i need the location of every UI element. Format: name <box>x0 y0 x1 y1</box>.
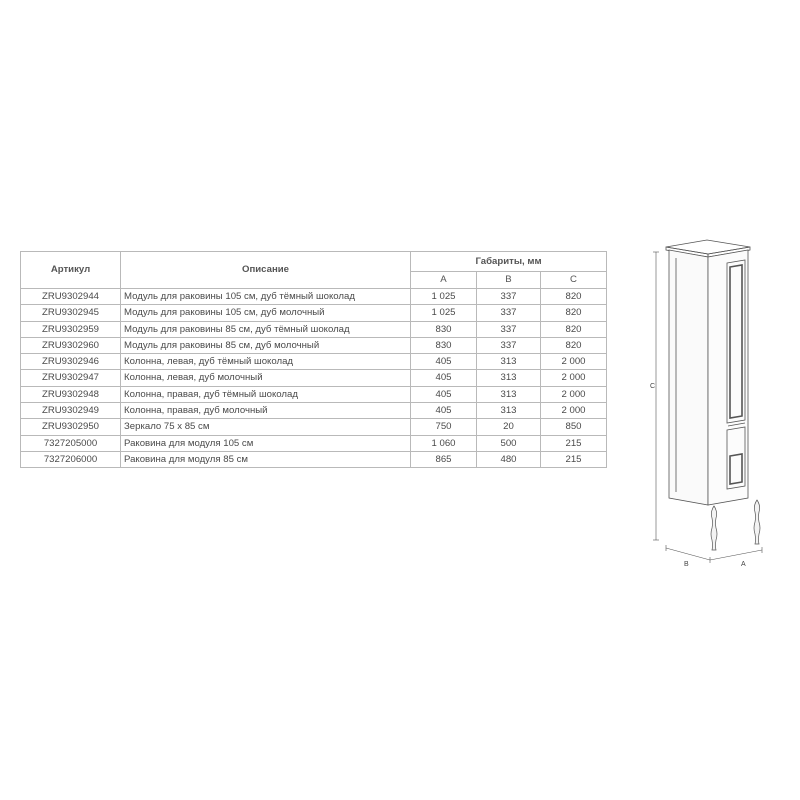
cell-dim-b: 500 <box>477 435 541 451</box>
cell-article: ZRU9302960 <box>21 337 121 353</box>
cell-dim-b: 313 <box>477 386 541 402</box>
cell-description: Колонна, левая, дуб молочный <box>121 370 411 386</box>
cell-dim-a: 405 <box>411 354 477 370</box>
table-row <box>21 451 607 467</box>
cell-dim-a: 1 025 <box>411 289 477 305</box>
cell-dim-c: 850 <box>541 419 607 435</box>
table-row <box>21 403 607 419</box>
cell-dim-b: 337 <box>477 289 541 305</box>
cabinet-front <box>708 250 748 505</box>
cell-description: Колонна, правая, дуб тёмный шоколад <box>121 386 411 402</box>
dimension-label-a: A <box>741 561 746 568</box>
cell-article: ZRU9302944 <box>21 289 121 305</box>
cell-dim-b: 337 <box>477 321 541 337</box>
cell-dim-b: 313 <box>477 370 541 386</box>
cell-dim-c: 2 000 <box>541 403 607 419</box>
cell-description: Зеркало 75 х 85 см <box>121 419 411 435</box>
cell-dim-c: 215 <box>541 435 607 451</box>
cell-dim-b: 313 <box>477 403 541 419</box>
cell-dim-c: 820 <box>541 305 607 321</box>
cabinet-side <box>669 250 708 505</box>
header-dim-c: C <box>541 271 607 288</box>
cell-description: Модуль для раковины 105 см, дуб тёмный шоколад <box>121 289 411 305</box>
cell-description: Колонна, правая, дуб молочный <box>121 403 411 419</box>
cell-description: Модуль для раковины 105 см, дуб молочный <box>121 305 411 321</box>
table-row <box>21 354 607 370</box>
cell-dim-a: 1 060 <box>411 435 477 451</box>
cell-description: Раковина для модуля 85 см <box>121 451 411 467</box>
cell-dim-a: 405 <box>411 370 477 386</box>
cell-description: Модуль для раковины 85 см, дуб тёмный шоколад <box>121 321 411 337</box>
header-article: Артикул <box>21 252 121 289</box>
cell-dim-a: 865 <box>411 451 477 467</box>
cell-dim-b: 480 <box>477 451 541 467</box>
table-row <box>21 386 607 402</box>
header-dim-a: A <box>411 271 477 288</box>
cell-dim-c: 820 <box>541 337 607 353</box>
table-row <box>21 419 607 435</box>
header-dimensions: Габариты, мм <box>411 252 607 272</box>
cell-description: Раковина для модуля 105 см <box>121 435 411 451</box>
cell-article: 7327206000 <box>21 451 121 467</box>
cell-description: Модуль для раковины 85 см, дуб молочный <box>121 337 411 353</box>
table-row <box>21 305 607 321</box>
spec-table <box>20 251 607 468</box>
cell-dim-c: 820 <box>541 289 607 305</box>
dimension-label-b: B <box>684 561 689 568</box>
header-dim-b: B <box>477 271 541 288</box>
cell-dim-a: 830 <box>411 337 477 353</box>
cell-dim-b: 20 <box>477 419 541 435</box>
table-row <box>21 370 607 386</box>
cell-dim-c: 2 000 <box>541 354 607 370</box>
table-row <box>21 289 607 305</box>
cell-dim-c: 2 000 <box>541 386 607 402</box>
cell-dim-b: 337 <box>477 305 541 321</box>
cell-article: ZRU9302959 <box>21 321 121 337</box>
cell-dim-c: 820 <box>541 321 607 337</box>
table-row <box>21 337 607 353</box>
cell-dim-b: 337 <box>477 337 541 353</box>
cell-dim-a: 405 <box>411 386 477 402</box>
cell-dim-a: 405 <box>411 403 477 419</box>
cell-article: ZRU9302946 <box>21 354 121 370</box>
cell-dim-b: 313 <box>477 354 541 370</box>
cabinet-legs <box>711 500 760 550</box>
cell-article: 7327205000 <box>21 435 121 451</box>
cell-dim-a: 1 025 <box>411 305 477 321</box>
cell-article: ZRU9302947 <box>21 370 121 386</box>
column-cabinet-drawing <box>640 230 790 580</box>
cell-dim-c: 215 <box>541 451 607 467</box>
cell-article: ZRU9302949 <box>21 403 121 419</box>
table-row <box>21 321 607 337</box>
cell-description: Колонна, левая, дуб тёмный шоколад <box>121 354 411 370</box>
cell-dim-c: 2 000 <box>541 370 607 386</box>
table-body <box>21 289 607 468</box>
cell-article: ZRU9302950 <box>21 419 121 435</box>
cell-article: ZRU9302945 <box>21 305 121 321</box>
dimension-label-c: C <box>650 383 656 390</box>
cell-dim-a: 750 <box>411 419 477 435</box>
table-row <box>21 435 607 451</box>
header-description: Описание <box>121 252 411 289</box>
cell-article: ZRU9302948 <box>21 386 121 402</box>
cell-dim-a: 830 <box>411 321 477 337</box>
